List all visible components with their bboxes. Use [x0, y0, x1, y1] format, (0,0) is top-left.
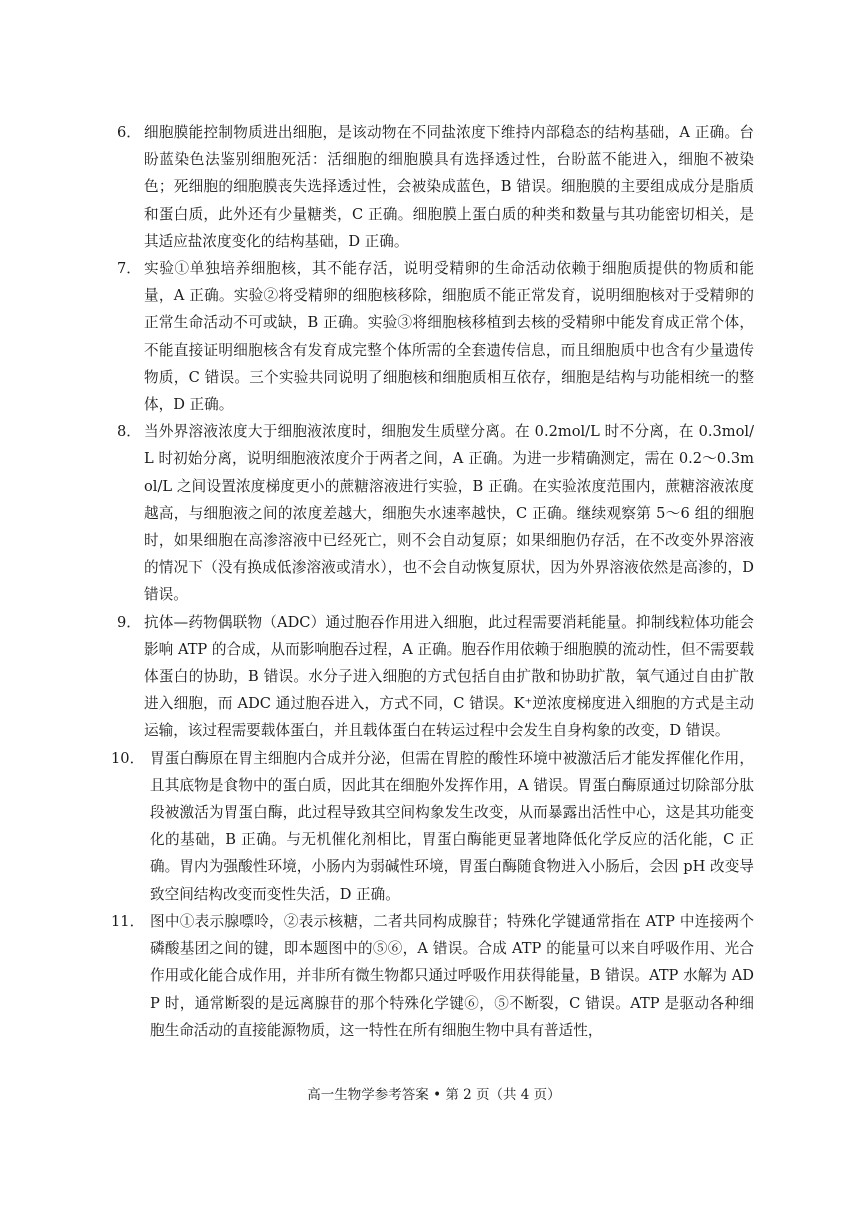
answer-item-9	[117, 609, 754, 745]
answer-text: 实验①单独培养细胞核，其不能存活，说明受精卵的生命活动依赖于细胞质提供的物质和能量，A 正确。实验②将受精卵的细胞核移除，细胞质不能正常发育，说明细胞核对于受精卵的正常生命活动不可或缺，B 正确。实验③将细胞核移植到去核的受精卵中能发育成正常个体，不能直接证明细胞核含有发育成完整个体所需的全套遗传信息，而且细胞质中也含有少量遗传物质，C 错误。三个实验共同说明了细胞核和细胞质相互依存，细胞是结构与功能相统一的整体，D 正确。	[144, 260, 754, 414]
answer-number: 7．	[117, 260, 141, 278]
answer-number: 6．	[117, 124, 141, 141]
answer-item-11	[111, 908, 754, 1044]
answer-text: 细胞膜能控制物质进出细胞，是该动物在不同盐浓度下维持内部稳态的结构基础，A 正确。台盼蓝染色法鉴别细胞死活：活细胞的细胞膜具有选择透过性，台盼蓝不能进入，细胞不被染色；死细胞的细胞膜丧失选择透过性，会被染成蓝色，B 错误。细胞膜的主要组成成分是脂质和蛋白质，此外还有少量糖类，C 正确。细胞膜上蛋白质的种类和数量与其功能密切相关，是其适应盐浓度变化的结构基础，D 正确。	[144, 124, 754, 250]
answer-item-6	[117, 119, 754, 255]
answer-text: 当外界溶液浓度大于细胞液浓度时，细胞发生质壁分离。在 0.2mol/L 时不分离，在 0.3mol/L 时初始分离，说明细胞液浓度介于两者之间，A 正确。为进一步精确测定，需在 0.2～0.3mol/L 之间设置浓度梯度更小的蔗糖溶液进行实验，B 正确。在实验浓度范围内，蔗糖溶液浓度越高，与细胞液之间的浓度差越大，细胞失水速率越快，C 正确。继续观察第 5～6 组的细胞时，如果细胞在高渗溶液中已经死亡，则不会自动复原；如果细胞仍存活，在不改变外界溶液的情况下（没有换成低渗溶液或清水），也不会自动恢复原状，因为外界溶液依然是高渗的，D 错误。	[144, 423, 754, 604]
answer-text: 胃蛋白酶原在胃主细胞内合成并分泌，但需在胃腔的酸性环境中被激活后才能发挥催化作用，且其底物是食物中的蛋白质，因此其在细胞外发挥作用，A 错误。胃蛋白酶原通过切除部分肽段被激活为胃蛋白酶，此过程导致其空间构象发生改变，从而暴露出活性中心，这是其功能变化的基础，B 正确。与无机催化剂相比，胃蛋白酶能更显著地降低化学反应的活化能，C 正确。胃内为强酸性环境，小肠内为弱碱性环境，胃蛋白酶随食物进入小肠后，会因 pH 改变导致空间结构改变而变性失活，D 正确。	[150, 749, 754, 903]
answer-text: 抗体—药物偶联物（ADC）通过胞吞作用进入细胞，此过程需要消耗能量。抑制线粒体功能会影响 ATP 的合成，从而影响胞吞过程，A 正确。胞吞作用依赖于细胞膜的流动性，但不需要载体蛋白的协助，B 错误。水分子进入细胞的方式包括自由扩散和协助扩散，氧气通过自由扩散进入细胞，而 ADC 通过胞吞进入，方式不同，C 错误。K⁺逆浓度梯度进入细胞的方式是主动运输，该过程需要载体蛋白，并且载体蛋白在转运过程中会发生自身构象的改变，D 错误。	[144, 613, 754, 740]
answer-item-10	[111, 745, 754, 908]
answer-item-8	[117, 418, 754, 608]
answer-number: 11．	[111, 912, 145, 930]
page-footer: 高一生物学参考答案 • 第 2 页（共 4 页）	[307, 1087, 561, 1103]
answer-number: 10．	[111, 749, 145, 767]
answer-list	[111, 119, 754, 1044]
answer-number: 8．	[117, 423, 141, 441]
answer-number: 9．	[117, 613, 141, 631]
answer-text: 图中①表示腺嘌呤，②表示核糖，二者共同构成腺苷；特殊化学键通常指在 ATP 中连接两个磷酸基团之间的键，即本题图中的⑤⑥，A 错误。合成 ATP 的能量可以来自呼吸作用、光合作用或化能合成作用，并非所有微生物都只通过呼吸作用获得能量，B 错误。ATP 水解为 ADP 时，通常断裂的是远离腺苷的那个特殊化学键⑥，⑤不断裂，C 错误。ATP 是驱动各种细胞生命活动的直接能源物质，这一特性在所有细胞生物中具有普适性，	[150, 912, 754, 1039]
answer-item-7	[117, 255, 754, 418]
